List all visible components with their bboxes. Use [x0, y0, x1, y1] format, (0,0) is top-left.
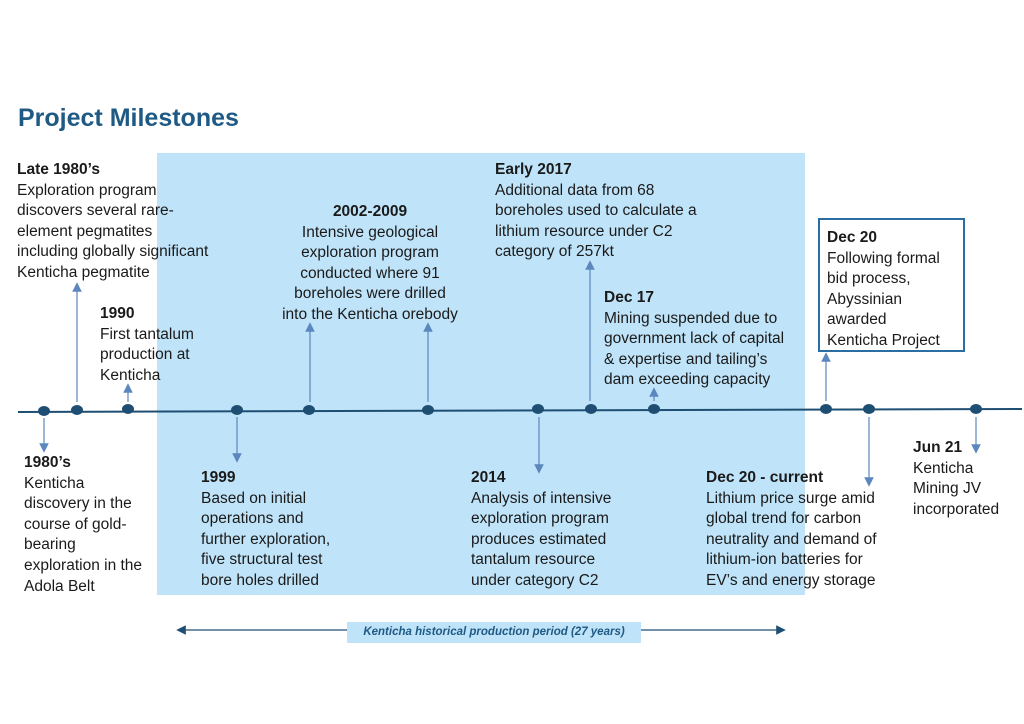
milestone-date: 1999 [201, 469, 236, 486]
dot-2014 [532, 404, 544, 414]
milestone-text: Intensive geological exploration program conducted where 91 boreholes were drilled into the Kenticha orebody [282, 223, 458, 323]
milestone-text: Exploration program discovers several rare- element pegmatites including globally significant Kenticha pegmatite [17, 181, 209, 281]
milestone-2014 [471, 468, 641, 592]
milestone-dec20 [827, 228, 962, 352]
milestone-date: Dec 20 [827, 229, 877, 246]
production-period-label: Kenticha historical production period (27 years) [363, 626, 625, 638]
milestone-text: Following formal bid process, Abyssinian awarded Kenticha Project [827, 249, 940, 349]
dot-late-1980s [71, 405, 83, 415]
page-title: Project Milestones [18, 104, 239, 132]
milestone-text: Analysis of intensive exploration program produces estimated tantalum resource under category C2 [471, 489, 612, 589]
milestone-date: Early 2017 [495, 161, 572, 178]
milestone-date: 1990 [100, 305, 135, 322]
milestone-text: Additional data from 68 boreholes used to calculate a lithium resource under C2 category of 257kt [495, 181, 697, 261]
milestone-text: Kenticha Mining JV incorporated [913, 459, 1000, 518]
production-period-label-box [347, 622, 641, 643]
milestone-1990 [100, 304, 240, 386]
milestone-late-1980s [17, 160, 247, 284]
dot-dec20-current [863, 404, 875, 414]
milestone-date: 2014 [471, 469, 506, 486]
milestone-date: Dec 17 [604, 289, 654, 306]
dot-2002 [303, 405, 315, 415]
milestone-dec20-current [706, 468, 906, 592]
dot-1980s [38, 406, 50, 416]
milestone-2002-2009 [265, 202, 475, 326]
milestone-jun21 [913, 438, 1018, 520]
dot-1990 [122, 404, 134, 414]
milestone-date: Dec 20 - current [706, 469, 824, 486]
milestone-dec17 [604, 288, 814, 391]
dot-dec20 [820, 404, 832, 414]
milestone-text: Mining suspended due to government lack of capital & expertise and tailing’s dam exceeding capacity [604, 309, 785, 389]
milestone-early-2017 [495, 160, 735, 263]
dot-jun21 [970, 404, 982, 414]
dot-2009 [422, 405, 434, 415]
dot-1999 [231, 405, 243, 415]
milestone-date: Late 1980’s [17, 161, 101, 178]
milestone-text: Based on initial operations and further exploration, five structural test bore holes drilled [201, 489, 331, 589]
milestone-text: Kenticha discovery in the course of gold- bearing exploration in the Adola Belt [24, 474, 143, 595]
milestone-date: 2002-2009 [332, 203, 408, 220]
milestone-text: Lithium price surge amid global trend for carbon neutrality and demand of lithium-ion batteries for EV’s and energy storage [706, 489, 877, 589]
milestone-text: First tantalum production at Kenticha [100, 325, 194, 384]
milestone-date: Jun 21 [913, 439, 963, 456]
milestone-1980s [24, 453, 164, 597]
dot-early-2017 [585, 404, 597, 414]
milestone-1999 [201, 468, 361, 592]
milestone-date: 1980’s [24, 454, 71, 471]
dot-dec17 [648, 404, 660, 414]
